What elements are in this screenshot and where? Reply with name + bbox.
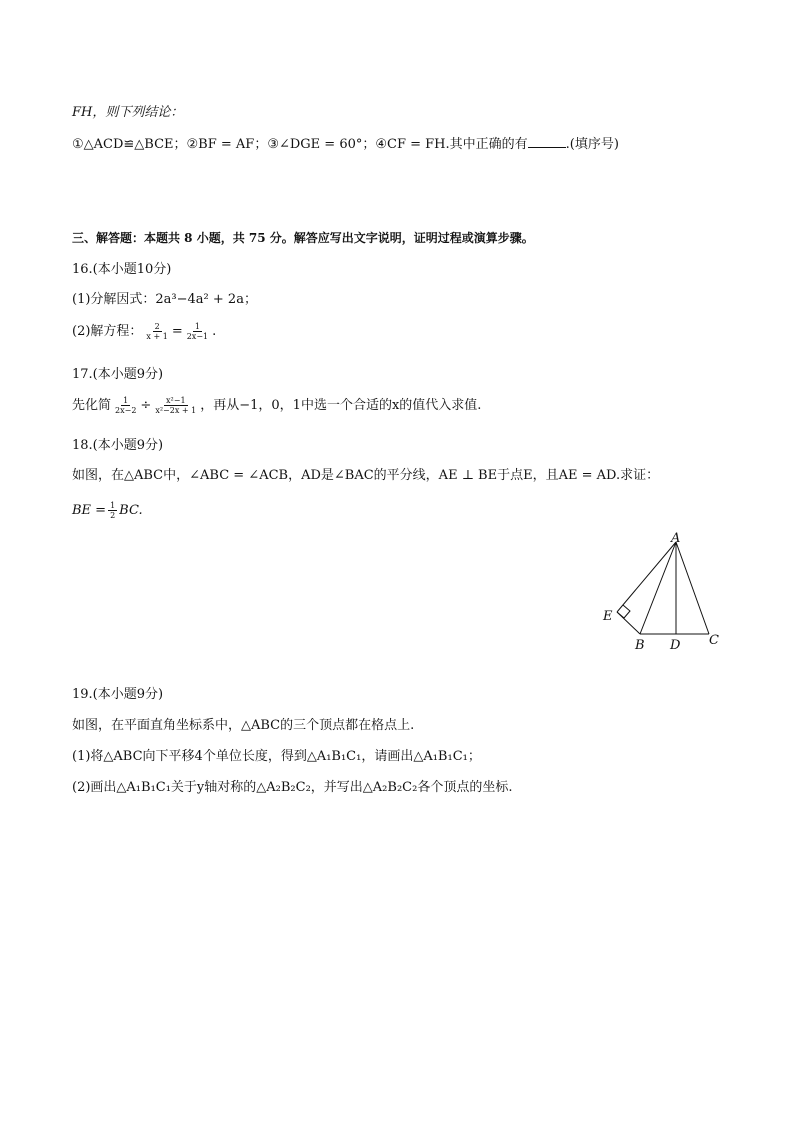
- q16-part2: [72, 322, 216, 341]
- numerator: 1: [123, 396, 129, 405]
- q18-heading: 18.(本小题9分): [72, 438, 164, 453]
- denominator: 2: [110, 511, 116, 520]
- q18-claim: [72, 501, 143, 520]
- q19-text: 如图，在平面直角坐标系中，△ABC的三个顶点都在格点上.: [72, 718, 415, 733]
- period: .: [212, 324, 217, 339]
- denominator: 2x−1: [186, 332, 209, 341]
- q17-left-fraction: [113, 396, 138, 415]
- q19-part2: (2)画出△A₁B₁C₁关于y轴对称的△A₂B₂C₂，并写出△A₂B₂C₂各个顶点的坐标.: [72, 780, 513, 795]
- q15-conclusion-list: ①△ACD≌△BCE；②BF = AF；③∠DGE = 60°；④CF = FH.其中正确的有: [72, 137, 528, 152]
- answer-blank[interactable]: [528, 135, 566, 148]
- half-fraction: [108, 501, 117, 520]
- q17-heading: 17.(本小题9分): [72, 367, 164, 382]
- q16-right-fraction: [185, 322, 210, 341]
- label-e: E: [603, 609, 613, 624]
- q17-text: [72, 396, 481, 415]
- section-3-heading: 三、解答题：本题共 8 小题，共 75 分。解答应写出文字说明，证明过程或演算步骤。: [72, 231, 534, 245]
- q16-part2-prefix: (2)解方程：: [72, 324, 143, 339]
- label-b: B: [635, 638, 645, 653]
- q17-suffix: ，再从−1，0，1中选一个合适的x的值代入求值.: [200, 398, 482, 413]
- divide-sign: ÷: [140, 398, 152, 413]
- q15-continuation: [72, 104, 183, 122]
- segment-ae: [617, 542, 676, 612]
- q15-fill-note: .(填序号): [565, 137, 619, 152]
- segment-ab: [640, 542, 676, 634]
- label-d: D: [670, 638, 681, 653]
- label-a: A: [671, 531, 681, 546]
- q18-claim-suffix: BC.: [119, 503, 143, 518]
- q16-part1: (1)分解因式：2a³−4a² + 2a；: [72, 292, 257, 307]
- right-angle-mark: [617, 605, 630, 618]
- q18-claim-prefix: BE =: [72, 503, 107, 518]
- q15-conclusions: [72, 135, 619, 154]
- triangle-figure: [596, 528, 732, 654]
- q16-heading: 16.(本小题10分): [72, 262, 172, 277]
- denominator: 2x−2: [115, 406, 137, 415]
- numerator: 1: [110, 501, 116, 510]
- q17-right-fraction: [153, 396, 198, 415]
- equals-sign: =: [171, 324, 183, 339]
- label-c: C: [709, 633, 719, 648]
- segment-ac: [676, 542, 709, 634]
- denominator: x + 1: [146, 332, 168, 341]
- numerator: 1: [194, 322, 200, 331]
- denominator: x²−2x + 1: [155, 406, 197, 415]
- q18-text: 如图，在△ABC中，∠ABC = ∠ACB，AD是∠BAC的平分线，AE ⊥ BE于点E，且AE = AD.求证：: [72, 468, 660, 483]
- q15-intro: FH，则下列结论：: [72, 105, 184, 120]
- numerator: x²−1: [166, 396, 186, 405]
- q17-prefix: 先化简: [72, 398, 112, 413]
- numerator: 2: [154, 322, 160, 331]
- q16-left-fraction: [144, 322, 169, 341]
- q19-heading: 19.(本小题9分): [72, 687, 164, 702]
- q19-part1: (1)将△ABC向下平移4个单位长度，得到△A₁B₁C₁，请画出△A₁B₁C₁；: [72, 749, 481, 764]
